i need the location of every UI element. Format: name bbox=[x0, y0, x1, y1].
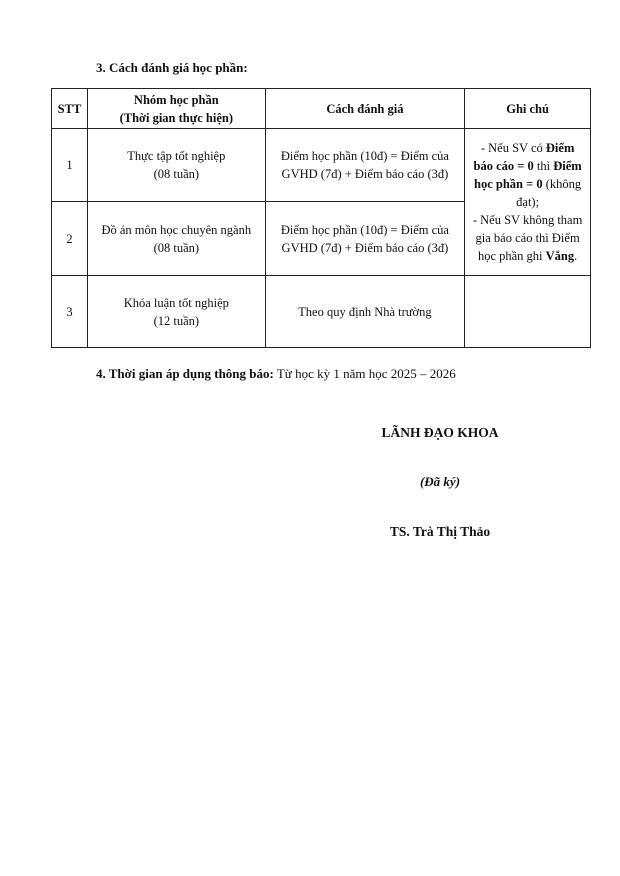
row-stt: 1 bbox=[52, 129, 88, 202]
header-note: Ghi chú bbox=[465, 89, 591, 129]
note-p1-c: thì bbox=[533, 159, 554, 173]
row-method-line1: Theo quy định Nhà trường bbox=[298, 304, 432, 319]
table-row bbox=[52, 129, 591, 202]
table-header-row bbox=[52, 89, 591, 129]
row-stt: 3 bbox=[52, 276, 88, 348]
note-cell bbox=[465, 129, 591, 276]
signature-title: LÃNH ĐẠO KHOA bbox=[381, 425, 499, 440]
header-group-line1: Nhóm học phần bbox=[133, 92, 219, 107]
row-group-name: Thực tập tốt nghiệp bbox=[127, 149, 226, 163]
row-group-duration: (08 tuần) bbox=[153, 240, 200, 255]
row-method bbox=[265, 276, 465, 348]
note-p2-c: . bbox=[574, 249, 578, 263]
row-group bbox=[87, 129, 265, 202]
header-stt: STT bbox=[52, 89, 88, 129]
row-method-line2: GVHD (7đ) + Điểm báo cáo (3đ) bbox=[281, 240, 449, 255]
note-p2-a: - Nếu SV không tham gia báo cáo thì Điểm học phần ghi bbox=[472, 213, 583, 263]
row-group bbox=[87, 202, 265, 276]
row-method-line1: Điểm học phần (10đ) = Điểm của bbox=[280, 222, 449, 237]
row-group-duration: (12 tuần) bbox=[153, 313, 200, 328]
row-method-line1: Điểm học phần (10đ) = Điểm của bbox=[280, 149, 449, 163]
row-group-name: Đồ án môn học chuyên ngành bbox=[101, 222, 252, 237]
section-4-label: 4. Thời gian áp dụng thông báo: bbox=[96, 366, 274, 381]
row-method bbox=[265, 129, 465, 202]
row-method-line2: GVHD (7đ) + Điểm báo cáo (3đ) bbox=[281, 167, 449, 181]
table-row bbox=[52, 276, 591, 348]
row-group bbox=[87, 276, 265, 348]
signature-status: (Đã ký) bbox=[419, 474, 461, 489]
row-method bbox=[265, 202, 465, 276]
section-4-apply-time bbox=[96, 366, 456, 382]
note-p1-d: Điểm học phần = 0 bbox=[474, 159, 582, 191]
note-p1-a: - Nếu SV có bbox=[480, 141, 546, 155]
note-p1-e: (không đạt); bbox=[516, 177, 582, 209]
row-note-empty bbox=[465, 276, 591, 348]
row-group-duration: (08 tuần) bbox=[153, 167, 200, 181]
evaluation-table bbox=[51, 88, 591, 348]
section-3-heading: 3. Cách đánh giá học phần: bbox=[96, 60, 248, 75]
note-p2-b: Vắng bbox=[545, 249, 575, 263]
row-group-name: Khóa luận tốt nghiệp bbox=[123, 295, 229, 310]
header-group-line2: (Thời gian thực hiện) bbox=[119, 110, 233, 125]
signature-name: TS. Trà Thị Thảo bbox=[389, 524, 491, 539]
header-method: Cách đánh giá bbox=[265, 89, 465, 129]
note-p1-b: Điểm báo cáo = 0 bbox=[473, 141, 575, 173]
header-group bbox=[87, 89, 265, 129]
row-stt: 2 bbox=[52, 202, 88, 276]
section-4-value: Từ học kỳ 1 năm học 2025 – 2026 bbox=[273, 366, 456, 381]
